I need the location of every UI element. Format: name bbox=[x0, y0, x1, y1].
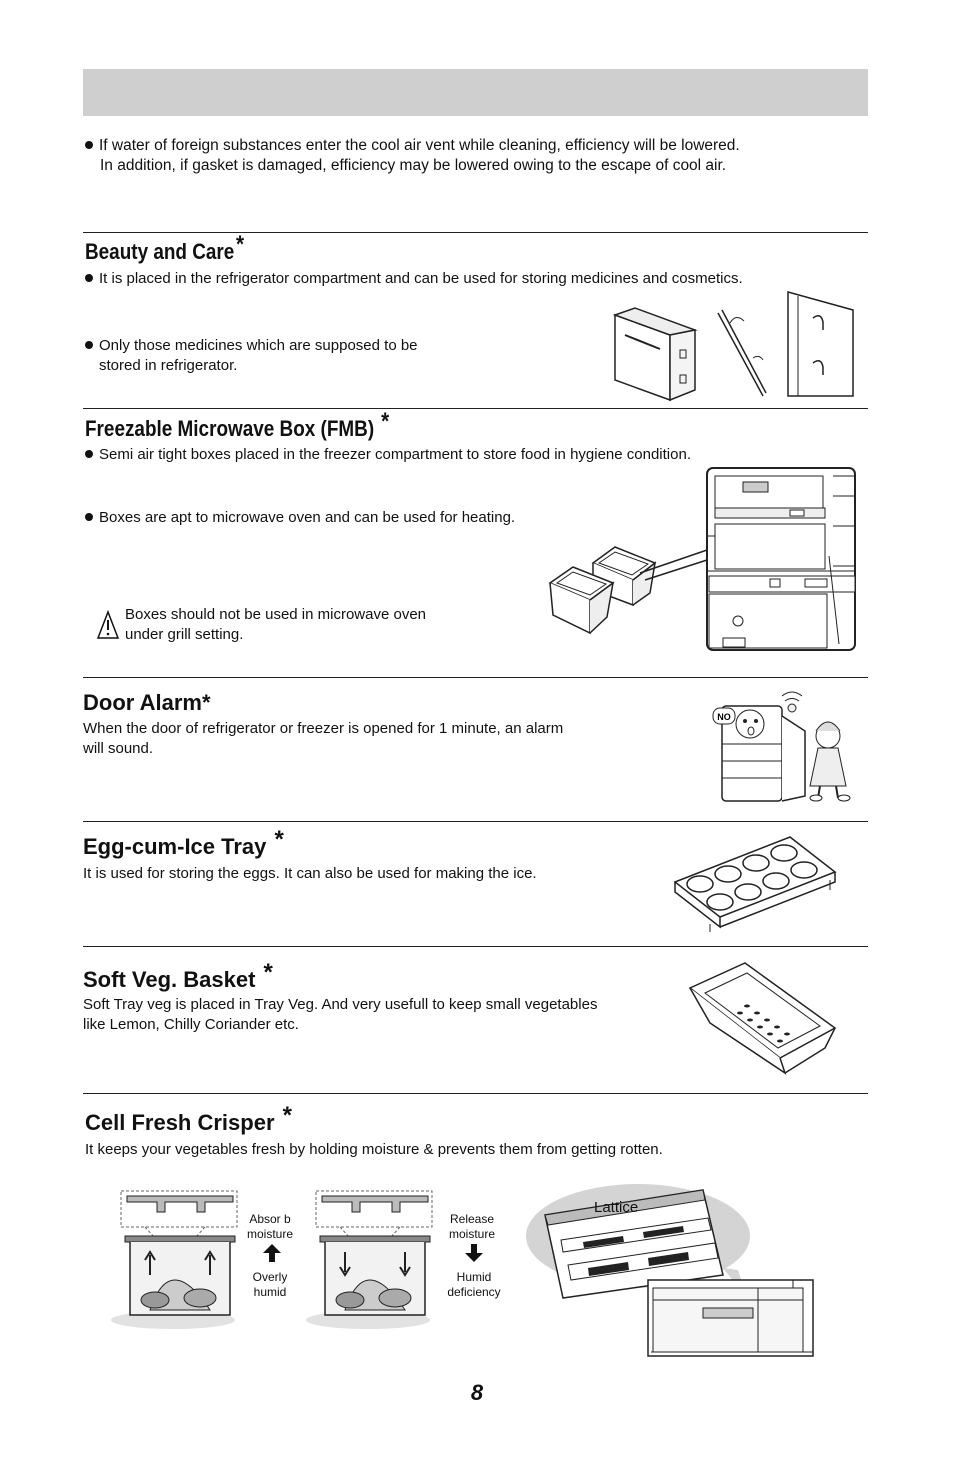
section-divider bbox=[83, 232, 868, 233]
absorb-label-1: Absor b bbox=[249, 1212, 291, 1226]
door-alarm-heading bbox=[83, 690, 211, 716]
door-alarm-illustration bbox=[710, 686, 860, 806]
lattice-label: Lattice bbox=[594, 1199, 639, 1216]
fmb-bullet-2 bbox=[85, 508, 605, 528]
beauty-bullet-2-line-2: stored in refrigerator. bbox=[99, 357, 238, 374]
asterisk: * bbox=[263, 959, 273, 986]
soft-veg-basket-illustration bbox=[685, 958, 845, 1078]
warning-icon bbox=[97, 610, 119, 640]
beauty-door-illustration bbox=[718, 288, 858, 398]
fmb-bullet-1 bbox=[85, 445, 865, 465]
bullet-icon bbox=[85, 141, 93, 149]
soft-veg-line-1: Soft Tray veg is placed in Tray Veg. And very usefull to keep small vegetables bbox=[83, 996, 598, 1013]
beauty-heading bbox=[85, 231, 270, 267]
asterisk: * bbox=[274, 826, 284, 853]
asterisk: * bbox=[282, 1102, 292, 1129]
crisper-release-illustration bbox=[300, 1190, 440, 1330]
overly-label-2: humid bbox=[253, 1285, 287, 1299]
section-divider bbox=[83, 1093, 868, 1094]
egg-tray-text bbox=[83, 864, 683, 884]
soft-veg-text bbox=[83, 995, 683, 1035]
intro-line-1: If water of foreign substances enter the cool air vent while cleaning, efficiency will be lowered. bbox=[99, 137, 740, 154]
humid-label-1: Humid bbox=[456, 1270, 492, 1284]
release-label-1: Release bbox=[449, 1212, 495, 1226]
bullet-icon bbox=[85, 450, 93, 458]
overly-label-1: Overly bbox=[252, 1270, 288, 1284]
fmb-title: Freezable Microwave Box (FMB) bbox=[85, 416, 375, 441]
asterisk: * bbox=[236, 231, 245, 258]
fmb-heading bbox=[85, 408, 439, 444]
soft-veg-line-2: like Lemon, Chilly Coriander etc. bbox=[83, 1016, 299, 1033]
humid-label-2: deficiency bbox=[447, 1285, 501, 1299]
page-number: 8 bbox=[470, 1380, 484, 1405]
fmb-fridge-illustration bbox=[705, 466, 857, 652]
header-bar bbox=[83, 69, 868, 116]
beauty-bullet-2-line-1: Only those medicines which are supposed to be bbox=[99, 337, 418, 354]
egg-tray-text-content: It is used for storing the eggs. It can also be used for making the ice. bbox=[83, 865, 537, 882]
bullet-icon bbox=[85, 341, 93, 349]
egg-tray-title: Egg-cum-Ice Tray bbox=[83, 834, 267, 859]
fmb-warning bbox=[125, 605, 505, 645]
intro-bullet bbox=[85, 136, 865, 176]
lattice-illustration bbox=[523, 1180, 823, 1365]
crisper-title: Cell Fresh Crisper bbox=[85, 1110, 275, 1135]
absorb-label bbox=[240, 1212, 300, 1242]
fmb-warning-line-2: under grill setting. bbox=[125, 626, 244, 643]
soft-veg-title: Soft Veg. Basket bbox=[83, 967, 256, 992]
no-sign-text: NO bbox=[717, 712, 731, 722]
fmb-warning-line-1: Boxes should not be used in microwave oven bbox=[125, 606, 427, 623]
beauty-bullet-2 bbox=[85, 336, 505, 376]
fmb-bullet-1-text: Semi air tight boxes placed in the freezer compartment to store food in hygiene condition. bbox=[99, 446, 691, 463]
asterisk: * bbox=[381, 408, 390, 435]
beauty-bullet-1-text: It is placed in the refrigerator compartment and can be used for storing medicines and cosmetics. bbox=[99, 270, 743, 287]
humid-label bbox=[442, 1270, 506, 1300]
section-divider bbox=[83, 408, 868, 409]
beauty-title: Beauty and Care bbox=[85, 239, 235, 264]
crisper-absorb-illustration bbox=[105, 1190, 245, 1330]
egg-tray-heading bbox=[83, 826, 284, 862]
release-label-2: moisture bbox=[448, 1227, 495, 1241]
crisper-text bbox=[85, 1140, 865, 1160]
crisper-text-content: It keeps your vegetables fresh by holding moisture & prevents them from getting rotten. bbox=[85, 1141, 663, 1158]
crisper-heading bbox=[85, 1102, 292, 1138]
overly-label bbox=[240, 1270, 300, 1300]
door-alarm-text bbox=[83, 719, 643, 759]
beauty-box-illustration bbox=[610, 305, 710, 405]
beauty-bullet-1 bbox=[85, 269, 865, 289]
arrow-up-icon bbox=[262, 1243, 282, 1263]
egg-tray-illustration bbox=[670, 832, 840, 937]
door-alarm-title: Door Alarm bbox=[83, 690, 202, 715]
pointer-lines bbox=[640, 545, 710, 585]
arrow-down-icon bbox=[464, 1243, 484, 1263]
asterisk: * bbox=[201, 690, 211, 715]
section-divider bbox=[83, 946, 868, 947]
door-alarm-line-1: When the door of refrigerator or freezer is opened for 1 minute, an alarm bbox=[83, 720, 564, 737]
release-label bbox=[442, 1212, 502, 1242]
bullet-icon bbox=[85, 274, 93, 282]
soft-veg-heading bbox=[83, 959, 273, 995]
fmb-bullet-2-text: Boxes are apt to microwave oven and can be used for heating. bbox=[99, 509, 516, 526]
section-divider bbox=[83, 677, 868, 678]
absorb-label-2: moisture bbox=[246, 1227, 293, 1241]
intro-line-2: In addition, if gasket is damaged, efficiency may be lowered owing to the escape of cool air. bbox=[100, 157, 727, 174]
bullet-icon bbox=[85, 513, 93, 521]
section-divider bbox=[83, 821, 868, 822]
door-alarm-line-2: will sound. bbox=[83, 740, 154, 757]
